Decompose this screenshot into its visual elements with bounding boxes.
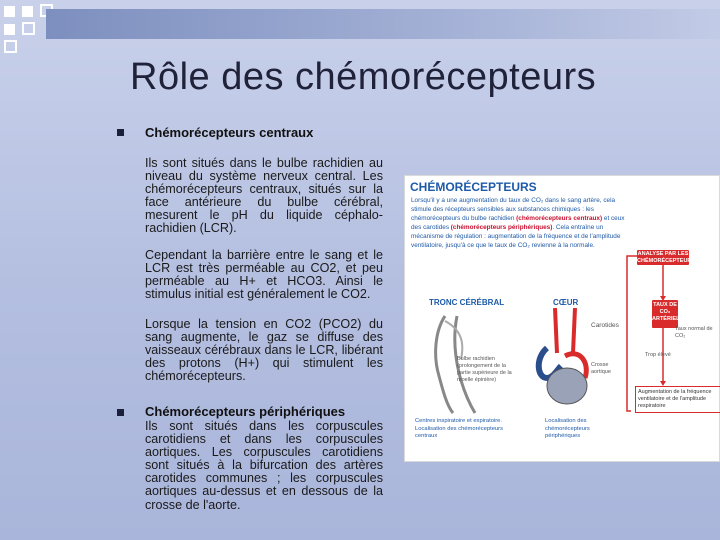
analysis-box: ANALYSE PAR LES CHÉMORÉCEPTEURS — [637, 251, 696, 264]
paragraph: Ils sont situés dans le bulbe rachidien au niveau du système nerveux central. Les chémorécepteurs centraux, situés sur la face antérieure du bulbe cérébral, mesurent le pH du liquide céphalo-rachidien (LCR). — [145, 156, 383, 236]
central-caption: Centres inspiratoire et expiratoire. Localisation des chémorécepteurs centraux — [415, 418, 503, 439]
brainstem-heading: TRONC CÉRÉBRAL — [429, 298, 505, 307]
paragraph: Lorsque la tension en CO2 (PCO2) du sang augmente, le gaz se diffuse des vaisseaux cérébraux dans le LCR, libérant des protons (H+) qui stimulent les chémorécepteurs. — [145, 317, 383, 384]
section-heading-peripheral: Chémorécepteurs périphériques — [145, 404, 346, 419]
paragraph: Ils sont situés dans les corpuscules carotidiens et dans les corpuscules aortiques. Les corpuscules carotidiens sont situés à la bifurcation des artères carotides communes ; les corpuscules aortiques au-dessus et en dessous de la crosse de l'aorte. — [145, 419, 383, 512]
co2-rate-box: TAUX DE CO₂ ARTÉRIEL — [652, 300, 678, 328]
bullet-icon — [117, 409, 124, 416]
slide-title: Rôle des chémorécepteurs — [130, 56, 597, 98]
high-label: Trop élevé — [645, 352, 671, 358]
figure-intro: Lorsqu'il y a une augmentation du taux de CO₂ dans le sang artère, cela stimule des récepteurs sensibles aux substances chimiques : les chémorécepteurs du bulbe rachidien (chémorécepteurs centraux) et ceux des carotides (chémorécepteurs périphériques). Cela entraîne un mécanisme de régulation : augmentation de la fréquence et de l'amplitude ventilatoire, jusqu'à ce que le taux de CO₂ revienne à la normale. — [411, 197, 625, 249]
figure-title: CHÉMORÉCEPTEURS — [410, 180, 537, 194]
bullet-icon — [117, 129, 124, 136]
paragraph: Cependant la barrière entre le sang et le LCR est très perméable au CO2, et peu perméable au H+ et HCO3. Ainsi le stimulus initial est généralement le CO2. — [145, 248, 383, 302]
bulb-label: Bulbe rachidien (prolongement de la partie supérieure de la moelle épinière) — [457, 356, 512, 383]
peripheral-caption: Localisation des chémorécepteurs périphériques — [545, 418, 590, 439]
normal-label: Taux normal de CO₂ — [675, 326, 713, 339]
chemoreceptor-figure — [404, 175, 720, 462]
carotid-label: Carotides — [591, 322, 619, 329]
section-heading-central: Chémorécepteurs centraux — [145, 125, 314, 140]
response-box: Augmentation de la fréquence ventilatoire et de l'amplitude respiratoire — [635, 386, 720, 413]
heart-heading: CŒUR — [553, 298, 579, 307]
aorta-label: Crosse aortique — [591, 362, 611, 375]
header-band — [46, 9, 720, 39]
